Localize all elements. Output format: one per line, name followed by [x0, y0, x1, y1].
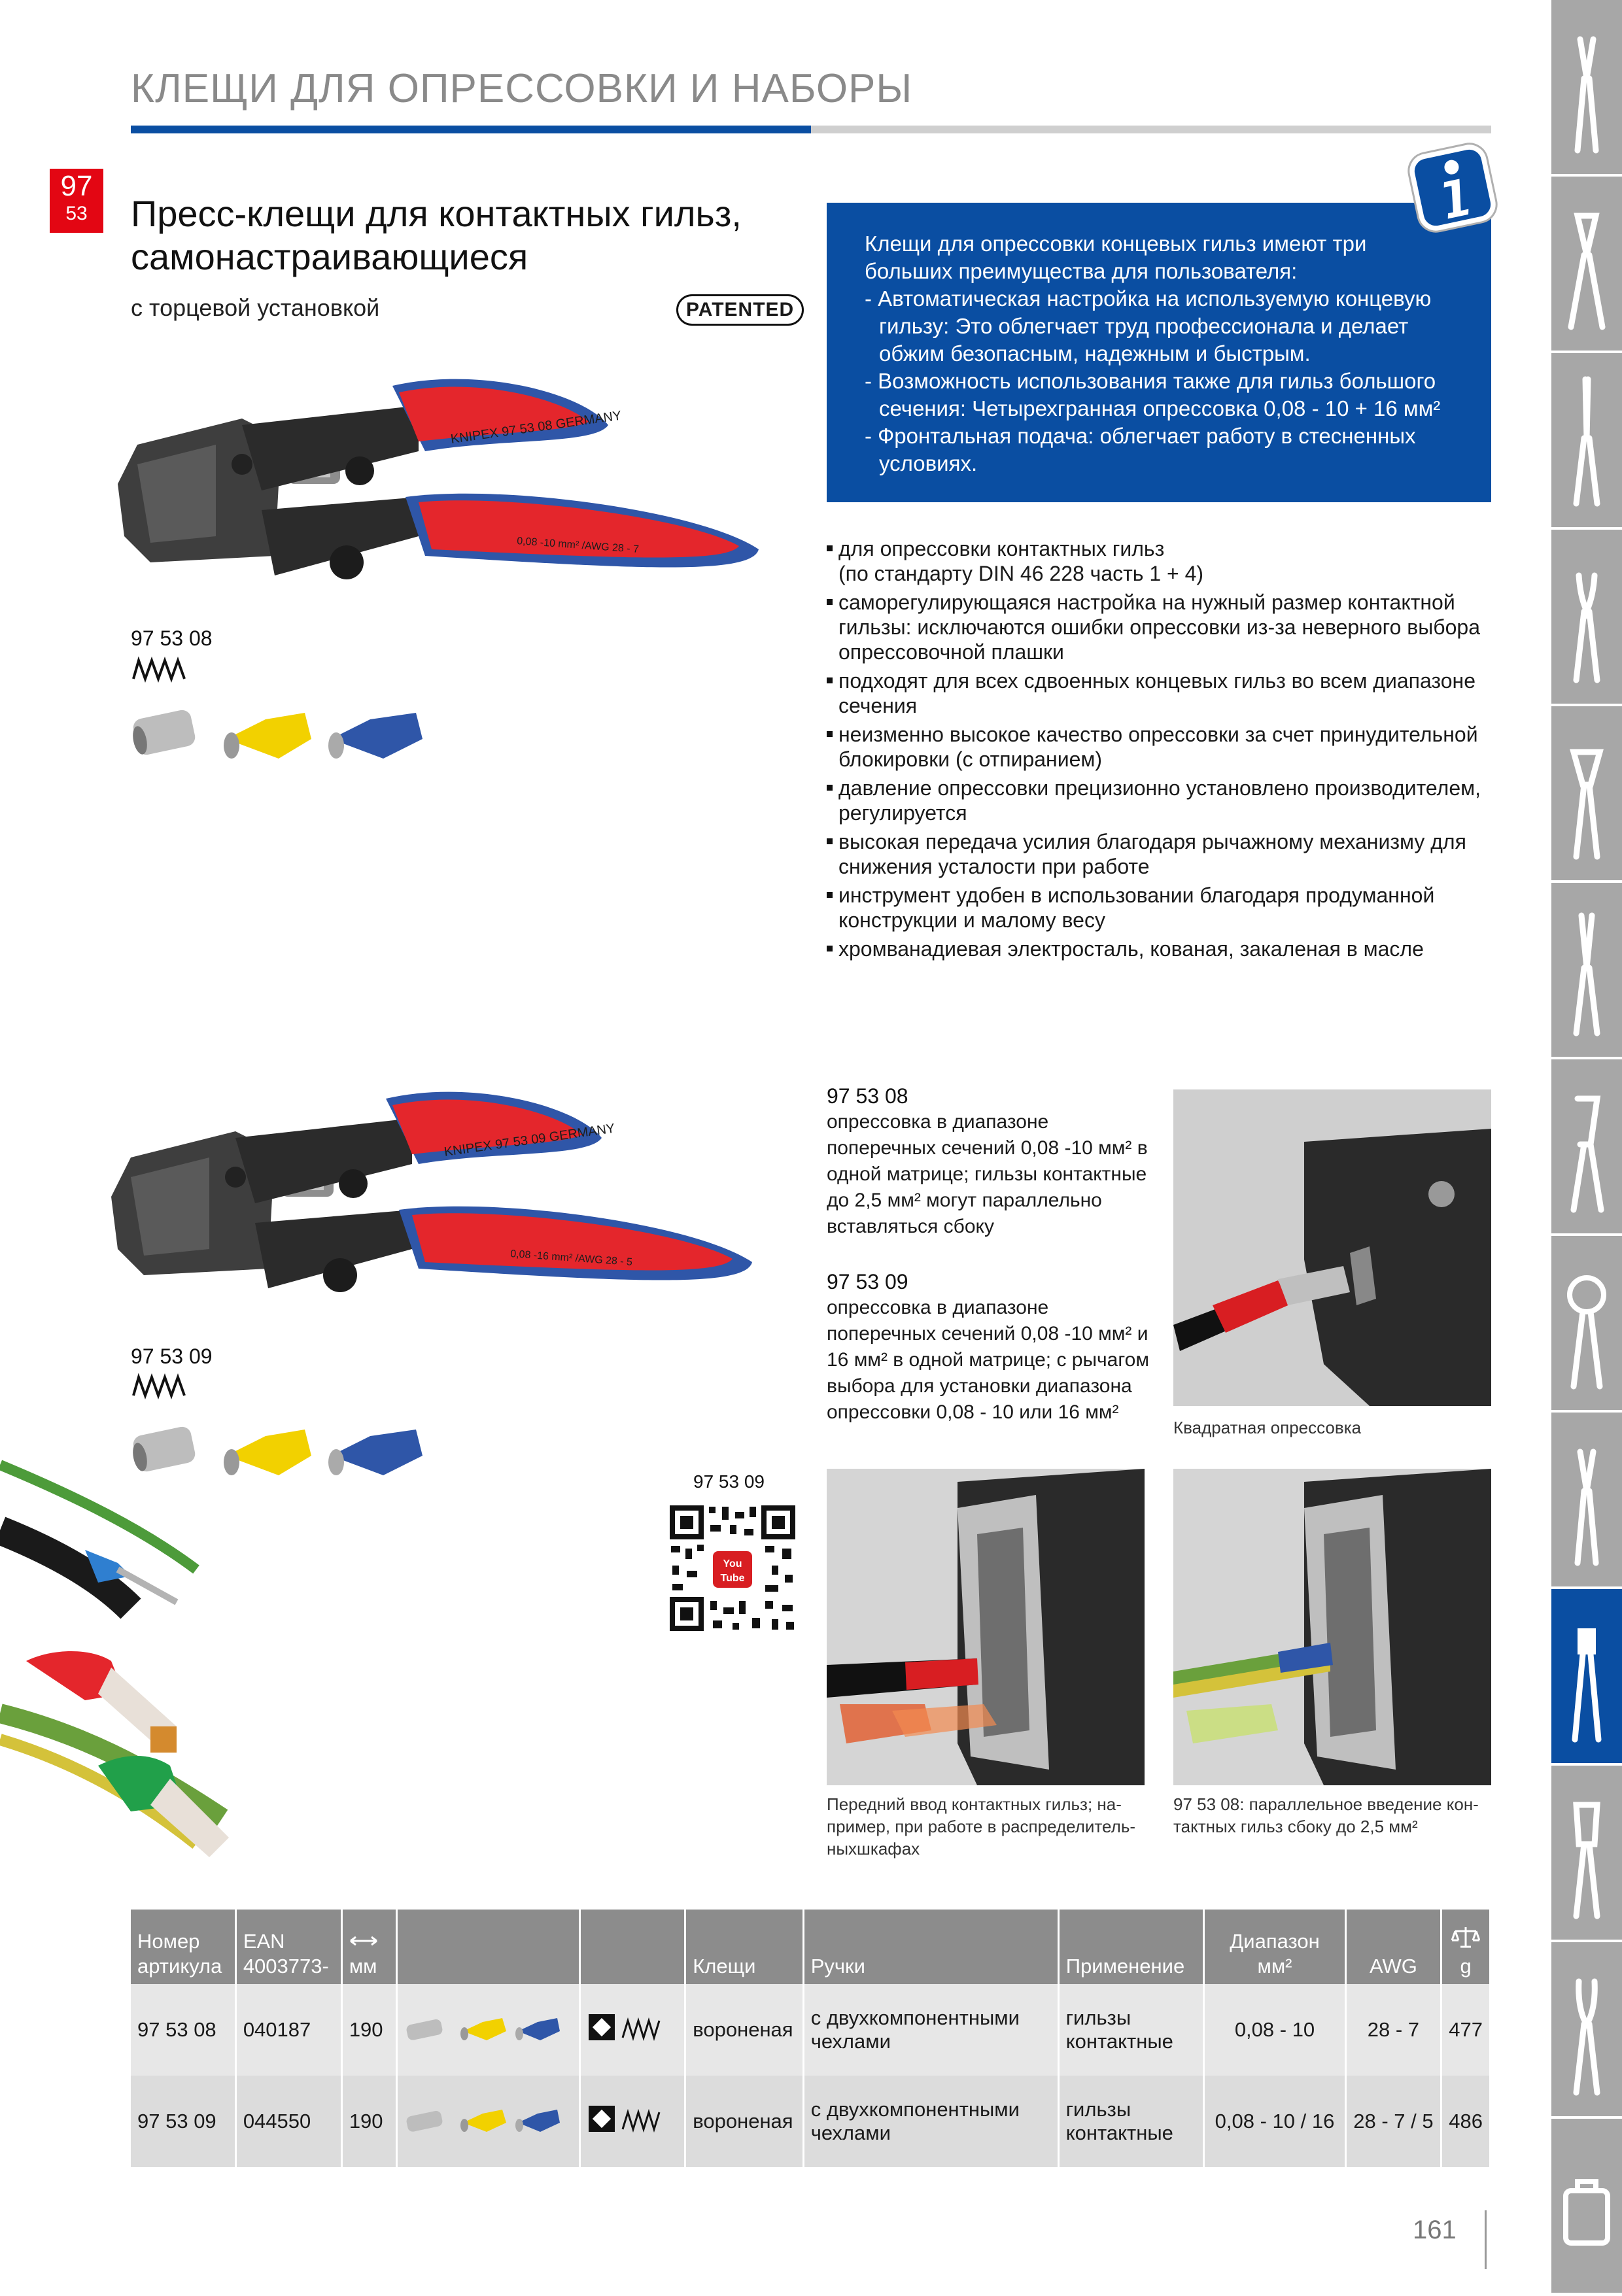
page-number-rule — [1485, 2210, 1487, 2269]
tool-range-text: 0,08 -10 mm² /AWG 28 - 7 — [516, 536, 640, 556]
feature-text: конструкции и малому весу — [838, 908, 1105, 932]
cell-length: 190 — [341, 1984, 396, 2076]
header-text: EAN — [243, 1930, 285, 1953]
cables-with-ferrules-image — [0, 1452, 275, 1870]
feature-text: хромванадиевая электросталь, кованая, закаленая в масле — [838, 937, 1424, 961]
qr-you-text: You — [723, 1558, 742, 1569]
product-title — [131, 192, 824, 279]
cell-handles — [803, 2076, 1058, 2167]
ferrules-icon — [404, 2099, 561, 2138]
sidebar-tab-crimping-pliers[interactable] — [1551, 1589, 1622, 1766]
cell-text: контактные — [1065, 2030, 1173, 2053]
info-text: больших преимущества для пользователя: — [865, 259, 1298, 283]
description-97-53-09 — [827, 1269, 1180, 1426]
crimp-profile-icon — [131, 1373, 190, 1399]
end-cutters-icon — [1551, 706, 1622, 880]
crimping-pliers-icon — [1551, 1589, 1622, 1763]
insulated-pliers-icon — [1551, 1413, 1622, 1586]
tool-case-icon — [1551, 2119, 1622, 2293]
cell-text: гильзы — [1065, 2006, 1131, 2029]
header-text: Номер — [137, 1930, 200, 1953]
header-handles: Ручки — [803, 1910, 1058, 1984]
header-text: Диапазон — [1230, 1930, 1320, 1953]
cell-ferrules — [396, 2076, 580, 2167]
cell-text: с двухкомпонентными — [810, 2006, 1020, 2029]
feature-item — [827, 536, 1494, 586]
cutters-icon — [1551, 530, 1622, 704]
feature-item — [827, 883, 1494, 933]
description-sku: 97 53 09 — [827, 1270, 908, 1294]
feature-item — [827, 776, 1494, 825]
photo-caption-line: тактных гильз сбоку до 2,5 мм² — [1173, 1817, 1418, 1836]
description-text: выбора для установки диапазона — [827, 1375, 1132, 1397]
photo-caption-line: пример, при работе в распределитель- — [827, 1817, 1136, 1836]
cable-cutters-icon — [1551, 1236, 1622, 1410]
ferrules-image — [128, 700, 429, 772]
header-crimp-profile — [580, 1910, 685, 1984]
sidebar-tab-pliers[interactable] — [1551, 0, 1622, 177]
info-text: Клещи для опрессовки концевых гильз имеют три — [865, 231, 1367, 256]
sidebar-tab-wire-strippers[interactable] — [1551, 177, 1622, 353]
header-awg: AWG — [1345, 1910, 1441, 1984]
photo-caption-line: 97 53 08: параллельное введение кон- — [1173, 1794, 1479, 1814]
cell-awg: 28 - 7 — [1345, 1984, 1441, 2076]
pliers-wrench-icon — [1551, 1766, 1622, 1940]
crimping-pliers-97-53-09-image — [105, 1079, 759, 1341]
info-text: гильзу: Это облегчает труд профессионала и делает — [879, 314, 1409, 338]
product-subtitle: с торцевой установкой — [131, 294, 380, 321]
category-badge — [50, 169, 103, 233]
cell-range: 0,08 - 10 / 16 — [1204, 2076, 1345, 2167]
header-ean — [235, 1910, 341, 1984]
cell-ean: 040187 — [235, 1984, 341, 2076]
header-application: Применение — [1058, 1910, 1204, 1984]
feature-text: высокая передача усилия благодаря рычажному механизму для — [838, 830, 1466, 853]
description-text: вставляться сбоку — [827, 1216, 994, 1237]
product-title-line: Пресс-клещи для контактных гильз, — [131, 193, 742, 234]
wire-stripper-icon — [1551, 177, 1622, 351]
photo-caption — [827, 1793, 1147, 1860]
header-weight — [1441, 1910, 1491, 1984]
page-number: 161 — [1413, 2216, 1457, 2244]
cell-article: 97 53 08 — [131, 1984, 235, 2076]
cell-crimp-profile — [580, 2076, 685, 2167]
info-text: обжим безопасным, надежным и быстрым. — [879, 341, 1311, 366]
sidebar-tab-insulated-pliers[interactable] — [1551, 1413, 1622, 1589]
tool-sku-label: 97 53 08 — [131, 626, 213, 650]
side-feed-photo — [1173, 1469, 1491, 1785]
feature-text: (по стандарту DIN 46 228 часть 1 + 4) — [838, 562, 1204, 585]
category-subnumber: 53 — [65, 203, 88, 224]
description-sku: 97 53 08 — [827, 1084, 908, 1108]
pliers-icon — [1551, 0, 1622, 174]
cell-text: с двухкомпонентными — [810, 2098, 1020, 2121]
feature-text: регулируется — [838, 801, 967, 825]
feature-text: инструмент удобен в использовании благодаря продуманной — [838, 883, 1435, 907]
cell-crimp-profile — [580, 1984, 685, 2076]
front-feed-photo — [827, 1469, 1145, 1785]
cell-jaws: вороненая — [685, 2076, 803, 2167]
header-ferrules-image — [396, 1910, 580, 1984]
sidebar-tab-clamps[interactable] — [1551, 1942, 1622, 2119]
patented-badge: PATENTED — [676, 294, 804, 326]
header-text: мм — [349, 1955, 377, 1978]
table-header-row — [131, 1910, 1491, 1984]
description-text: опрессовки 0,08 - 10 или 16 мм² — [827, 1401, 1119, 1423]
sidebar-tab-end-cutters[interactable] — [1551, 706, 1622, 883]
sidebar-tab-circlip-pliers[interactable] — [1551, 883, 1622, 1059]
feature-text: подходят для всех сдвоенных концевых гильз во всем диапазоне — [838, 669, 1475, 693]
ferrules-icon — [404, 2008, 561, 2047]
header-rule-accent — [131, 126, 811, 133]
crimp-profile-icon — [587, 2104, 666, 2133]
qr-tube-text: Tube — [720, 1573, 745, 1584]
cell-range: 0,08 - 10 — [1204, 1984, 1345, 2076]
feature-text: для опрессовки контактных гильз — [838, 537, 1165, 560]
info-text: - Фронтальная подача: облегчает работу в стесненных — [865, 424, 1416, 448]
feature-item — [827, 668, 1494, 718]
category-sidebar — [1551, 0, 1622, 2294]
description-text: одной матрице; гильзы контактные — [827, 1163, 1147, 1185]
sidebar-tab-water-pump-pliers[interactable] — [1551, 1059, 1622, 1236]
header-text: g — [1460, 1955, 1472, 1978]
cell-application — [1058, 2076, 1204, 2167]
cell-application — [1058, 1984, 1204, 2076]
clamp-pliers-icon — [1551, 1942, 1622, 2116]
feature-text: сечения — [838, 694, 918, 717]
description-text: до 2,5 мм² могут параллельно — [827, 1190, 1102, 1211]
feature-item — [827, 590, 1494, 664]
header-text: артикула — [137, 1955, 222, 1978]
feature-text: гильзы: исключаются ошибки опрессовки из-за неверного выбора — [838, 615, 1481, 639]
feature-text: давление опрессовки прецизионно установлено производителем, — [838, 776, 1481, 800]
photo-caption: Квадратная опрессовка — [1173, 1418, 1362, 1437]
header-length — [341, 1910, 396, 1984]
description-text: поперечных сечений 0,08 -10 мм² и — [827, 1323, 1148, 1345]
qr-sku-label: 97 53 09 — [693, 1471, 765, 1492]
crimping-pliers-97-53-08-image — [111, 366, 765, 628]
feature-text: блокировки (с отпиранием) — [838, 747, 1103, 771]
crimp-profile-icon — [587, 2013, 666, 2042]
tool-print-text: KNIPEX 97 53 08 GERMANY — [449, 408, 623, 447]
tool-range-text: 0,08 -16 mm² /AWG 28 - 5 — [509, 1248, 633, 1269]
description-text: 16 мм² в одной матрице; с рычагом — [827, 1349, 1149, 1371]
sidebar-tab-cable-cutters[interactable] — [1551, 1236, 1622, 1413]
description-text: опрессовка в диапазоне — [827, 1111, 1049, 1133]
feature-text: снижения усталости при работе — [838, 855, 1150, 878]
header-article — [131, 1910, 235, 1984]
tool-sku-label: 97 53 09 — [131, 1345, 213, 1368]
info-icon — [1404, 139, 1502, 237]
cell-jaws: вороненая — [685, 1984, 803, 2076]
sidebar-tab-tool-cases[interactable] — [1551, 2119, 1622, 2295]
header-text: мм² — [1257, 1955, 1292, 1978]
feature-text: опрессовочной плашки — [838, 640, 1064, 664]
description-text: поперечных сечений 0,08 -10 мм² в — [827, 1137, 1148, 1159]
header-jaws: Клещи — [685, 1910, 803, 1984]
cell-awg: 28 - 7 / 5 — [1345, 2076, 1441, 2167]
feature-text: неизменно высокое качество опрессовки за счет принудительной — [838, 723, 1478, 746]
tool-print-text: KNIPEX 97 53 09 GERMANY — [443, 1121, 616, 1159]
product-title-line: самонастраивающиеся — [131, 236, 528, 277]
cell-weight: 477 — [1441, 1984, 1491, 2076]
table-row — [131, 2076, 1491, 2167]
sidebar-tab-wrenches[interactable] — [1551, 1766, 1622, 1942]
feature-item — [827, 829, 1494, 879]
feature-item — [827, 722, 1494, 772]
photo-caption-line: ныхшкафах — [827, 1839, 920, 1859]
scale-icon — [1451, 1925, 1480, 1948]
info-text: - Возможность использования также для гильз большого — [865, 369, 1436, 393]
square-crimp-photo — [1173, 1089, 1491, 1406]
table-row — [131, 1984, 1491, 2076]
cell-length: 190 — [341, 2076, 396, 2167]
description-text: опрессовка в диапазоне — [827, 1297, 1049, 1318]
cell-text: гильзы — [1065, 2098, 1131, 2121]
cell-text: контактные — [1065, 2121, 1173, 2144]
cell-ean: 044550 — [235, 2076, 341, 2167]
cell-article: 97 53 09 — [131, 2076, 235, 2167]
cell-weight: 486 — [1441, 2076, 1491, 2167]
cell-handles — [803, 1984, 1058, 2076]
info-box — [827, 203, 1491, 502]
cell-text: чехлами — [810, 2121, 891, 2144]
info-text: сечения: Четырехгранная опрессовка 0,08 - 10 + 16 мм² — [879, 396, 1441, 420]
qr-code-icon[interactable] — [667, 1503, 798, 1634]
header-text: 4003773- — [243, 1955, 329, 1978]
photo-caption — [1173, 1793, 1494, 1838]
feature-list — [827, 536, 1494, 965]
cell-text: чехлами — [810, 2030, 891, 2053]
info-text: условиях. — [879, 451, 978, 475]
specification-table — [131, 1910, 1491, 2167]
description-97-53-08 — [827, 1083, 1180, 1240]
header-range — [1204, 1910, 1345, 1984]
crimp-profile-icon — [131, 657, 190, 683]
feature-item — [827, 936, 1494, 961]
category-number: 97 — [60, 170, 93, 202]
sidebar-tab-cutters[interactable] — [1551, 530, 1622, 706]
length-arrow-icon — [349, 1934, 378, 1948]
cell-ferrules — [396, 1984, 580, 2076]
photo-caption-line: Передний ввод контактных гильз; на- — [827, 1794, 1122, 1814]
feature-text: саморегулирующаяся настройка на нужный размер контактной — [838, 591, 1455, 614]
sidebar-tab-long-nose-pliers[interactable] — [1551, 353, 1622, 530]
water-pump-pliers-icon — [1551, 1059, 1622, 1233]
long-nose-pliers-icon — [1551, 353, 1622, 527]
info-text: - Автоматическая настройка на используемую концевую — [865, 286, 1432, 311]
circlip-pliers-icon — [1551, 883, 1622, 1057]
section-title: КЛЕЩИ ДЛЯ ОПРЕССОВКИ И НАБОРЫ — [131, 66, 913, 111]
